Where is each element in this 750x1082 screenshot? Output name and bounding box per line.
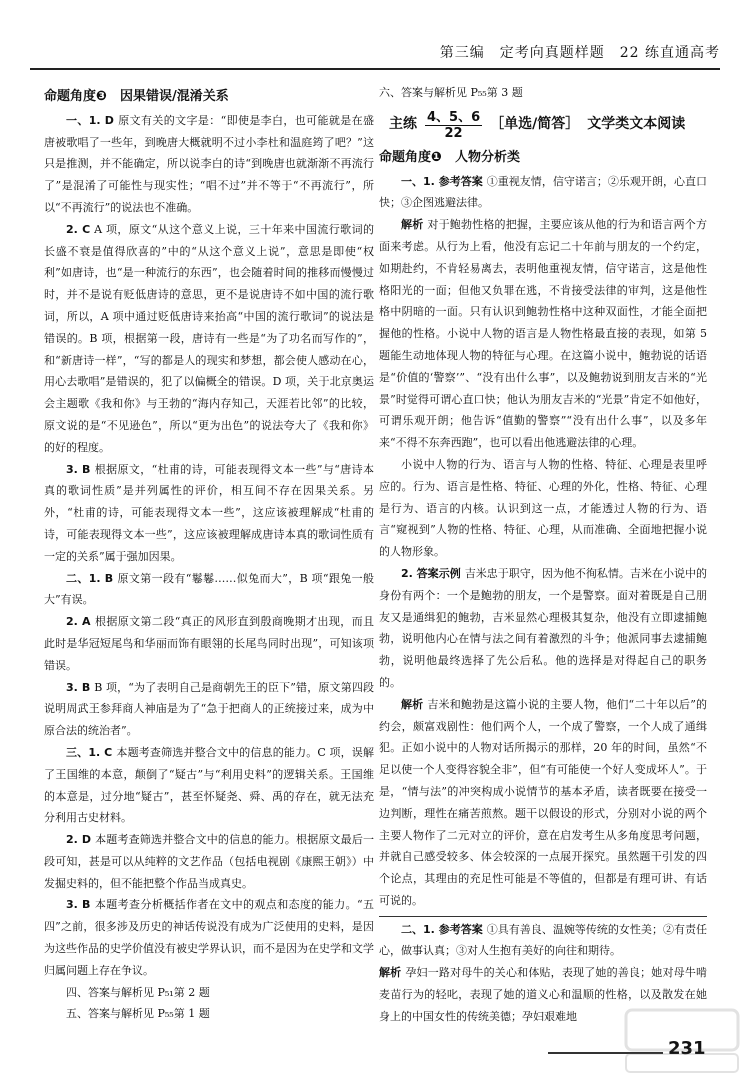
section-divider [379,916,707,917]
practice-prefix: 主练 [389,116,417,133]
page-header [30,28,720,70]
answer-label: 3. B [66,680,91,694]
answer-reference: 四、答案与解析见 P₅₁第 2 题 [66,985,210,999]
practice-title: 文学类文本阅读 [587,116,686,133]
answer-text: 对于鲍勃性格的把握，主要应该从他的行为和语言两个方面来考虑。从行为上看，他没有忘记二十年前与朋友的一个约定，如期赴约，不肯轻易离去，表明他重视友情，信守诺言，这是他性格阳光的一面；但他又负罪在逃，不肯接受法律的审判，这是他性格中阴暗的一面。只有认识到鲍勃性格中这种双面性，才能全面把握他的性格。小说中人物的语言是人物性格最直接的表现，如第 5 题能生动地体现人物的特征与心理。在这篇小说中，鲍勃说的话语是“价值的‘警察’”、“没有出什么事”，以及鲍勃说到朋友吉米的“光景”时觉得可谓心直口快；他认为朋友吉米的“光景”肯定不如他好，可谓乐观开朗；他告诉“值勤的警察”“没有出什么事”，以及多年来“不得不东奔西跑”，也可以看出他逃避法律的心理。 [379,218,708,450]
answer-label: 解析 [379,966,402,980]
answer-label: 一、1. 参考答案 [401,174,483,188]
answer-paragraph [44,568,374,612]
answer-text: ①具有善良、温婉等传统的女性美；②有责任心，做事认真；③对人生抱有美好的向往和期待。 [379,922,707,958]
answer-paragraph [379,171,707,215]
answer-text: ①重视友情，信守诺言；②乐观开朗，心直口快；③企图逃避法律。 [379,174,707,210]
answer-label: 2. D [66,833,91,847]
left-column [44,82,374,1025]
answer-paragraph [44,459,374,568]
answer-text: 根据原文，“杜甫的诗，可能表现得文本一些”与“唐诗本真的歌词性质”是并列属性的评价，相互间不存在因果关系。另外，“杜甫的诗，可能表现得文本一些”，这应该被理解成“杜甫的诗，可能表现得文本一些”，这应该被理解成唐诗本真的歌词性质有一定的关系”属于强加因果。 [44,462,374,563]
answer-text: A 项，原文“从这个意义上说，三十年来中国流行歌词的长盛不衰是值得欣喜的”中的“从这个意义上说”，意思是即使“权利”如唐诗，也“是一种流行的东西”，也会随着时间的推移而慢慢过时，并不是说有贬低唐诗的意思，更不是说唐诗不如中国的流行歌词，所以，A 项中通过贬低唐诗来抬高“中国的流行歌词”的说法是错误的。B 项，根据第一段，唐诗有一些是“为了功名而写作的”，和“新唐诗一样”，“写的都是人的现实和梦想，都会使人感动在心，用心去歌唱”是错误的，犯了以偏概全的错误。D 项，关于北京奥运会主题歌《我和你》与王勃的“海内存知己，天涯若比邻”的比较，原文说的是“不见逊色”，所以“更为出色”的说法夸大了《我和你》的好的程度。 [44,222,374,454]
answer-paragraph [379,694,707,912]
answer-text: 孕妇一路对母牛的关心和体贴，表现了她的善良；她对母牛啃麦苗行为的轻叱，表现了她的道义心和温顺的性格，以及散发在她身上的中国女性的传统美德；孕妇艰难地 [379,966,708,1023]
answer-paragraph [379,563,707,694]
answer-paragraph [44,677,374,742]
answer-paragraph [44,894,374,981]
answer-label: 一、1. D [66,113,114,127]
answer-label: 2. 答案示例 [401,566,461,580]
practice-tag: ［单选/简答］ [490,116,580,133]
answer-text: 吉米忠于职守，因为他不徇私情。吉米在小说中的身份有两个：一个是鲍勃的朋友，一个是警察。面对着既是自己朋友又是通缉犯的鲍勃，吉米显然心理极其复杂，他没有立即逮捕鲍勃，说明他内心在情与法之间有着激烈的斗争；他派同事去逮捕鲍勃，说明他最终选择了先公后私。他的选择是对得起自己的职务的。 [379,566,707,689]
answer-label: 3. B [66,898,91,912]
answer-paragraph [379,214,707,454]
answer-reference: 五、答案与解析见 P₅₅第 1 题 [66,1007,210,1021]
answer-text: 吉米和鲍勃是这篇小说的主要人物，他们“二十年以后”的约会，颇富戏剧性：他们两个人，一个成了警察，一个人成了通缉犯。正如小说中的人物对话所揭示的那样，20 年的时间，虽然“不足以使一个人变得容貌全非”，但“有可能使一个好人变成坏人”。于是，“情与法”的冲突构成小说情节的基本矛盾，读者既要在接受一边判断，理性在痛苦煎熬。题干以假设的形式，分别对小说的两个主要人物作了二元对立的评价，意在启发考生从多角度思考问题，并就自己感受较多、体会较深的一点展开探究。虽然题干引发的四个论点，其理由的充足性可能是不等值的，但都是有理可讲、有话可说的。 [379,697,708,907]
answer-text: 根据原文第二段“真正的风形直到殷商晚期才出现，而且此时是华冠短尾鸟和华丽而饰有眼翎的长尾鸟同时出现”，可知该项错误。 [44,615,374,672]
answer-label: 解析 [401,218,424,232]
practice-heading [389,110,707,141]
answer-label: 解析 [401,697,424,711]
answer-reference: 六、答案与解析见 P₅₅第 3 题 [379,86,523,99]
answer-paragraph [44,742,374,829]
section-title: 命题角度❸ 因果错误/混淆关系 [44,89,229,104]
practice-fraction [425,110,482,141]
answer-text: 原文有关的文字是：“即使是李白，也可能就是在盛唐被歌唱了一些年，到晚唐大概就明不过小李杜和温庭筠了吧？”这只是推测，并不能确定，所以说李白的诗“到晚唐也就渐渐不再流行了”是混淆了可能性与现实性；“唱不过”并不等于“不再流行”，所以“不再流行”的说法也不准确。 [44,113,375,214]
answer-text: 本题考查筛选并整合文中的信息的能力。C 项，误解了王国维的本意，颠倒了“疑古”与“利用史料”的逻辑关系。王国维的本意是，过分地“疑古”，甚至怀疑尧、舜、禹的存在，就无法充分利用古史材料。 [44,745,374,825]
answer-text: 原文第一段有“鬈鬈……似兔而大”，B 项“跟兔一般大”有误。 [44,571,375,607]
answer-label: 二、1. B [66,571,114,585]
watermark-logo [622,1004,742,1076]
answer-paragraph [44,219,374,459]
answer-text: B 项，“为了表明自己是商朝先王的臣下”错，原文第四段说明周武王参拜商人神庙是为了“急于把商人的正统接过来，成为中原合法的统治者”。 [44,680,375,738]
answer-label: 三、1. C [66,745,113,759]
fraction-numerator: 4、5、6 [427,109,481,125]
answer-text: 本题考查筛选并整合文中的信息的能力。根据原文最后一段可知，甚是可以从纯粹的文艺作品（包括电视剧《康熙王朝》）中发掘史料的，但不能把整个作品当成真史。 [44,833,375,890]
answer-paragraph [379,454,707,563]
answer-text: 小说中人物的行为、语言与人物的性格、特征、心理是表里呼应的。行为、语言是性格、特征、心理的外化，性格、特征、心理是行为、语言的内核。认识到这一点，才能透过人物的行为、语言“窥视到”人物的性格、特征、心理，从而准确、全面地把握小说的人物形象。 [379,457,707,559]
answer-paragraph [44,611,374,676]
answer-text: 本题考查分析概括作者在文中的观点和态度的能力。“五四”之前，很多涉及历史的神话传说没有成为广泛使用的史料，是因为这些作品的史学价值没有被史学界认识，而不是因为在史学和文学归属问题上存在争议。 [44,898,375,977]
right-column [379,82,707,1028]
running-title: 第三编 定考向真题样题 22 练直通高考 [439,45,720,61]
answer-label: 2. A [66,615,91,629]
answer-label: 二、1. 参考答案 [401,922,483,936]
fraction-denominator: 22 [444,125,463,141]
answer-paragraph [379,919,707,963]
answer-label: 2. C [66,222,91,236]
section-title: 命题角度❶ 人物分析类 [379,149,521,165]
answer-paragraph [44,829,374,894]
answer-label: 3. B [66,462,91,476]
page-number: 231 [668,1038,706,1059]
answer-paragraph [44,110,374,219]
